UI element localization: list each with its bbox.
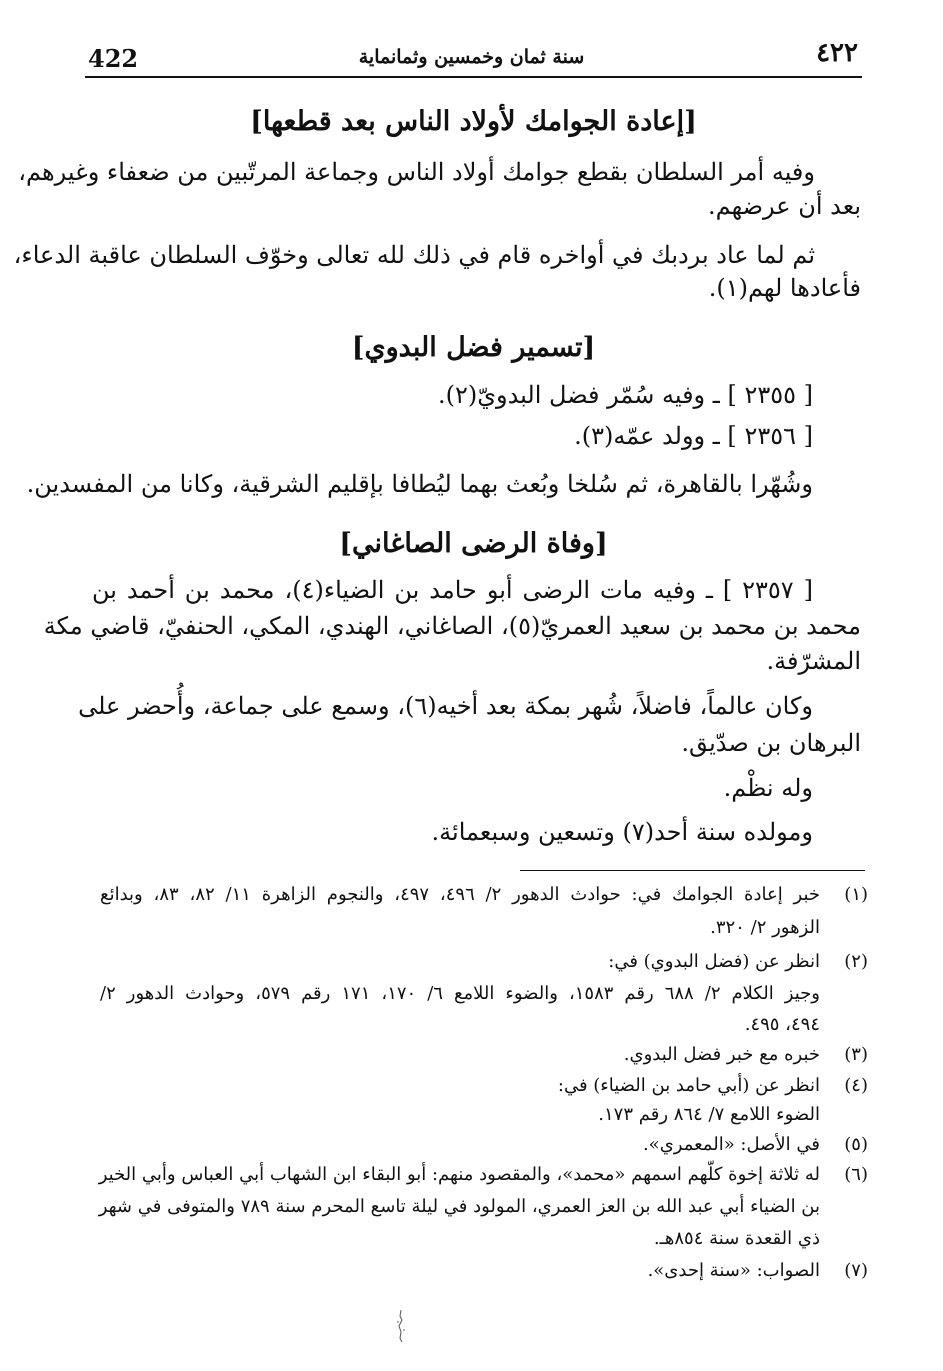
footnote-1 [100, 884, 868, 905]
paragraph-line: وله نظْم. [723, 774, 813, 802]
footnote-number: (٢) [844, 951, 868, 972]
paragraph-line: بعد أن عرضهم. [707, 192, 861, 220]
footnote-2 [608, 951, 868, 972]
footnote-text: الصواب: «سنة إحدى». [647, 1260, 820, 1281]
footnote-number: (٥) [844, 1134, 868, 1155]
footnote-3 [624, 1044, 868, 1065]
footnote-number: (٣) [844, 1044, 868, 1065]
footnote-number: (٧) [844, 1260, 868, 1281]
footnote-text: له ثلاثة إخوة كلّهم اسمهم «محمد»، والمقصود منهم: أبو البقاء ابن الشهاب أبي العباس وأبي الخير [98, 1164, 820, 1185]
paragraph-line: البرهان بن صدّيق. [681, 729, 861, 757]
footnote-text: وجيز الكلام ٢/ ٦٨٨ رقم ١٥٨٣، والضوء اللامع ٦/ ١٧٠، ١٧١ رقم ٥٧٩، وحوادث الدهور ٢/ [100, 983, 820, 1004]
section-heading: [تسمير فضل البدوي] [351, 332, 596, 363]
scan-artifact [395, 1308, 407, 1344]
footnote-text: ٤٩٤، ٤٩٥. [744, 1014, 820, 1035]
footnote-text: الزهور ٢/ ٣٢٠. [710, 917, 820, 938]
footnote-text: خبر إعادة الجوامك في: حوادث الدهور ٢/ ٤٩٦، ٤٩٧، والنجوم الزاهرة ١١/ ٨٢، ٨٣، وبدائع [100, 884, 821, 905]
footnote-5 [643, 1134, 868, 1155]
page-number-latin: 422 [88, 44, 139, 73]
footnote-text: خبره مع خبر فضل البدوي. [623, 1044, 820, 1065]
section-heading: [وفاة الرضى الصاغاني] [339, 528, 608, 559]
entry-line: [ ٢٣٥٦ ] ـ وولد عمّه(٣). [574, 422, 813, 450]
footnote-separator [520, 870, 865, 871]
footnote-number: (١) [844, 884, 869, 905]
footnote-text: ذي القعدة سنة ٨٥٤هـ. [653, 1228, 820, 1249]
paragraph-line: وكان عالماً، فاضلاً، شُهر بمكة بعد أخيه(٦)، وسمع على جماعة، وأُحضر على [78, 692, 813, 720]
footnote-text: انظر عن (فضل البدوي) في: [608, 951, 820, 972]
paragraph-line: فأعادها لهم(١). [708, 274, 861, 302]
header-rule [85, 76, 862, 78]
paragraph-line: وفيه أمر السلطان بقطع جوامك أولاد الناس وجماعة المرتّبين من ضعفاء وغيرهم، [18, 158, 815, 186]
footnote-text: في الأصل: «المعمري». [642, 1134, 820, 1155]
paragraph-line: ومولده سنة أحد(٧) وتسعين وسبعمائة. [431, 818, 813, 846]
paragraph-line: المشرّفة. [766, 647, 861, 675]
footnote-7 [648, 1260, 868, 1281]
entry-line: [ ٢٣٥٧ ] ـ وفيه مات الرضى أبو حامد بن الضياء(٤)، محمد بن أحمد بن [92, 576, 813, 604]
footnote-number: (٤) [844, 1075, 868, 1096]
footnote-text: الضوء اللامع ٧/ ٨٦٤ رقم ١٧٣. [598, 1104, 820, 1125]
paragraph-line: وشُهّرا بالقاهرة، ثم سُلخا وبُعث بهما ليُطافا بإقليم الشرقية، وكانا من المفسدين. [26, 470, 813, 498]
entry-line: [ ٢٣٥٥ ] ـ وفيه سُمّر فضل البدويّ(٢). [437, 381, 813, 409]
footnote-text: انظر عن (أبي حامد بن الضياء) في: [557, 1075, 820, 1096]
footnote-text: بن الضياء أبي عبد الله بن العز العمري، المولود في ليلة تاسع المحرم سنة ٧٨٩ والمتوفى في شهر [98, 1196, 820, 1217]
footnote-number: (٦) [844, 1164, 868, 1185]
running-title: سنة ثمان وخمسين وثمانماية [358, 46, 585, 68]
section-heading: [إعادة الجوامك لأولاد الناس بعد قطعها] [250, 106, 697, 137]
page-number-arabic: ٤٢٢ [816, 38, 858, 68]
paragraph-line: ثم لما عاد بردبك في أواخره قام في ذلك لله تعالى وخوّف السلطان عاقبة الدعاء، [13, 241, 815, 269]
footnote-4 [558, 1075, 868, 1096]
paragraph-line: محمد بن محمد بن سعيد العمريّ(٥)، الصاغاني، الهندي، المكي، الحنفيّ، قاضي مكة [43, 612, 861, 640]
footnote-6 [100, 1164, 868, 1185]
